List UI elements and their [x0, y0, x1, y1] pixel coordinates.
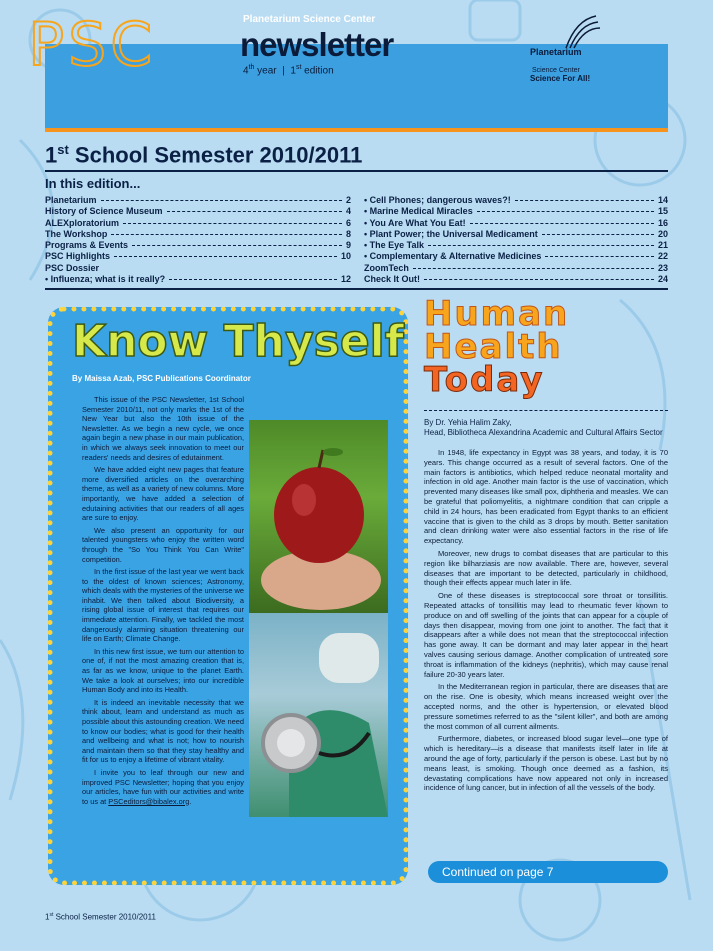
article-paragraph: Moreover, new drugs to combat diseases that are particular to this region like bilharziasis are now available. There are, however, several diseases that are important to be detected, particularly in childhood, though their effects appear much later in life. [424, 548, 668, 588]
toc-item-title: History of Science Museum [45, 206, 163, 217]
toc-item[interactable] [364, 195, 668, 206]
editors-email-link[interactable]: PSCeditors@bibalex.org [108, 796, 190, 806]
article-title-line2: Health [424, 327, 563, 367]
toc-item-title: • The Eye Talk [364, 240, 425, 251]
toc-leader [428, 245, 654, 246]
toc-item-title: • Influenza; what is it really? [45, 274, 166, 285]
toc-item[interactable] [364, 251, 668, 262]
toc-leader [114, 256, 337, 257]
apple-photo-graphic [249, 420, 388, 613]
toc-item-title: • Cell Phones; dangerous waves?! [364, 195, 511, 205]
semester-rest: School Semester 2010/2011 [68, 142, 363, 168]
editorial-paragraph: This issue of the PSC Newsletter, 1st School Semester 2010/11, not only marks the 1st of the New Year but also the 10th issue of the Newsletter. As we begin a new cycle, we once again begin a new phase in our main publication, in which we always seek innovation to meet our readers' needs and desires of edutainment. [82, 395, 244, 462]
toc-leader [545, 256, 654, 257]
edition-num: 1 [290, 65, 296, 77]
toc-item-page: 15 [657, 206, 668, 217]
toc-leader [515, 200, 654, 201]
toc-leader [413, 268, 654, 269]
edition-separator: | [282, 65, 285, 77]
apple-in-hand-photo [249, 420, 388, 613]
toc-item-title: The Workshop [45, 228, 108, 239]
editorial-paragraph-last [82, 768, 244, 806]
article-title-line1: Human [424, 294, 570, 334]
toc-right-column [364, 195, 668, 285]
toc-item-page: 22 [657, 251, 668, 262]
toc-leader [424, 279, 654, 280]
toc-leader [132, 245, 342, 246]
toc-item[interactable] [45, 263, 351, 274]
toc-item-page: 21 [657, 240, 668, 251]
edition-year-word: year [254, 65, 277, 77]
toc-leader [470, 223, 654, 224]
toc-item-title: • Plant Power; the Universal Medicament [364, 228, 538, 239]
article-title-line3: Today [424, 360, 545, 400]
toc-item[interactable] [45, 240, 351, 251]
planet-logo-sub: Science Center [532, 67, 580, 74]
toc-item[interactable] [364, 218, 668, 229]
editorial-paragraph: We have added eight new pages that feature more diversified articles on the overarching theme, as well as a variety of new columns. More importantly, we have added a selection of edutaining activities that our readers of all ages are sure to enjoy. [82, 465, 244, 523]
edition-word: edition [301, 65, 334, 77]
doctor-stethoscope-photo [249, 613, 388, 817]
toc-item-title: Planetarium [45, 195, 97, 205]
toc-item-page: 10 [340, 251, 351, 262]
editorial-body [82, 395, 244, 809]
semester-title [45, 142, 362, 168]
toc-item-page: 2 [345, 195, 351, 205]
toc-leader [101, 200, 342, 201]
footer-sup: st [49, 912, 54, 918]
toc-item-title: Check It Out! [364, 274, 421, 285]
toc-item-page: 24 [657, 274, 668, 285]
toc-item[interactable] [45, 274, 351, 285]
article-paragraph: In 1948, life expectancy in Egypt was 38 years, and today, it is 70 years. This change occurred as a result of several factors. One of the main factors is antibiotics, which helped reduce neonatal mortality and infection in old age. Another main factor is the use of vaccination, which prevented many diseases like small pox, diphtheria and measles. We can be grateful that poliomyelitis, a nightmare condition that can cripple a child in 24 hours, has been eradicated from Egypt thanks to an efficient vaccine that is given to the child as 3 drops by mouth. Better sanitation and clean drinking water were also essential factors in the rise of life expectancy. [424, 448, 668, 546]
toc-leader [167, 211, 342, 212]
toc-item[interactable] [45, 195, 351, 206]
planet-logo-name: Planetarium [530, 47, 582, 57]
toc-item-title: • Complementary & Alternative Medicines [364, 251, 542, 262]
toc-leader [123, 223, 342, 224]
toc-item[interactable] [45, 206, 351, 217]
toc-leader [169, 279, 337, 280]
title-divider [45, 170, 668, 172]
toc-item[interactable] [364, 206, 668, 217]
toc-item-page: 14 [657, 195, 668, 205]
org-name: Planetarium Science Center [243, 14, 376, 25]
editorial-paragraph: In this new first issue, we turn our attention to one of, if not the most amazing creation that is, as far as we know, unique to the planet Earth. We take a look at ourselves; into our incredible Human Body and into its Health. [82, 646, 244, 695]
toc-item-title: • You Are What You Eat! [364, 217, 466, 228]
toc-item-title: • Marine Medical Miracles [364, 206, 473, 217]
article-title [424, 294, 570, 400]
toc-item[interactable] [364, 240, 668, 251]
newsletter-title: newsletter [240, 26, 394, 63]
footer-num: 1 [45, 912, 50, 922]
toc-item-title: Programs & Events [45, 240, 129, 251]
toc-item-page: 4 [345, 206, 351, 217]
editorial-closing-end: . [189, 796, 192, 806]
toc-item-page: 6 [345, 217, 351, 228]
footer-rest: School Semester 2010/2011 [53, 912, 156, 922]
toc-item[interactable] [45, 218, 351, 229]
toc-item[interactable] [364, 229, 668, 240]
article-paragraph: Furthermore, diabetes, or increased blood sugar level—one type of which is hereditary—is a disease that manifests itself later in life at around the age of forty, particularly if the person is obese. Last but by no means least, is smoking. Though once deemed as a fashion, its devastating complications have now appeared not only in increased incidence of lung cancer, but in infection of all the vessels of the body. [424, 734, 668, 793]
toc-item-title: ZoomTech [364, 262, 409, 273]
doctor-photo-graphic [249, 613, 388, 817]
toc-heading: In this edition... [45, 176, 141, 191]
toc-item-page: 23 [657, 262, 668, 273]
toc-item-title: ALEXploratorium [45, 217, 120, 228]
toc-item[interactable] [45, 229, 351, 240]
edition-year-sup: th [248, 64, 255, 71]
continued-on-page-link[interactable]: Continued on page 7 [428, 861, 668, 883]
article-author: By Dr. Yehia Halim Zaky, [424, 418, 512, 427]
article-body [424, 448, 668, 796]
planet-logo-tagline: Science For All! [530, 74, 591, 83]
edition-num-sup: st [295, 64, 302, 71]
article-author-role: Head, Bibliotheca Alexandrina Academic and Cultural Affairs Sector [424, 428, 663, 437]
semester-num: 1 [45, 142, 58, 168]
toc-item-title: PSC Dossier [45, 262, 100, 273]
toc-item-page: 12 [340, 274, 351, 285]
editorial-paragraph: In the first issue of the last year we went back to the oldest of known sciences; Astronomy, which deals with the mysteries of the universe we inhabit. We then talked about Biodiversity, a rising global issue of interest that requires our immediate attention. Finally, we tackled the most dangerously alarming situation threatening our life on Earth; Climate Change. [82, 567, 244, 644]
edition-info [243, 64, 334, 76]
article-paragraph: One of these diseases is streptococcal sore throat or tonsillitis. Repeated attacks of tonsillitis may lead to rheumatic fever known to produce on and off swelling of the joints that can appear for a couple of days then disappear, moving from one joint to another. The fact that it disappears after a while does not mean that the streptococcal infection has gone away. It can be dormant and may later appear in the heart valves causing serious damage. Another complication of untreated sore throat is inflammation of the kidneys (nephritis), which may cause renal failure 20-30 years later. [424, 591, 668, 679]
editorial-byline: By Maissa Azab, PSC Publications Coordinator [72, 374, 251, 383]
toc-item-page: 20 [657, 228, 668, 239]
semester-sup: st [57, 142, 69, 157]
edition-year-num: 4 [243, 65, 249, 77]
editorial-title: Know Thyself [72, 316, 404, 367]
article-paragraph: In the Mediterranean region in particular, there are diseases that are on the rise. One is obesity, which means increased weight over the accepted norms, and the other is hypertension, or elevated blood pressure sometimes referred to as the "silent killer", and both are among the most common of all current ailments. [424, 682, 668, 731]
toc-item[interactable] [45, 251, 351, 262]
page-footer [45, 912, 156, 922]
toc-item-page: 16 [657, 217, 668, 228]
toc-item[interactable] [364, 274, 668, 285]
editorial-paragraph: We also present an opportunity for our talented youngsters who enjoy the written word through the "So You Think You Can Write" competition. [82, 525, 244, 564]
toc-item-page: 9 [345, 240, 351, 251]
editorial-closing: I invite you to leaf through our new and improved PSC Newsletter; hoping that you enjoy our articles, have fun with our activities and write to us at [82, 767, 244, 806]
toc-leader [477, 211, 654, 212]
article-divider [424, 410, 668, 411]
toc-item-page: 8 [345, 228, 351, 239]
toc-divider [45, 288, 668, 290]
psc-logo: PSC [28, 10, 157, 80]
toc-leader [111, 234, 342, 235]
toc-left-column [45, 195, 351, 285]
article-byline [424, 418, 663, 438]
toc-leader [542, 234, 654, 235]
toc-item[interactable] [364, 263, 668, 274]
editorial-paragraph: It is indeed an inevitable necessity that we think about, learn and understand as much as possible about this astounding creation. We need to know our bodies; what is good for their health and wellbeing and what is not; how to nourish and maintain them so that they stay healthy and fit for us to enjoy a lifetime of vibrant vitality. [82, 697, 244, 765]
toc-item-title: PSC Highlights [45, 251, 110, 262]
